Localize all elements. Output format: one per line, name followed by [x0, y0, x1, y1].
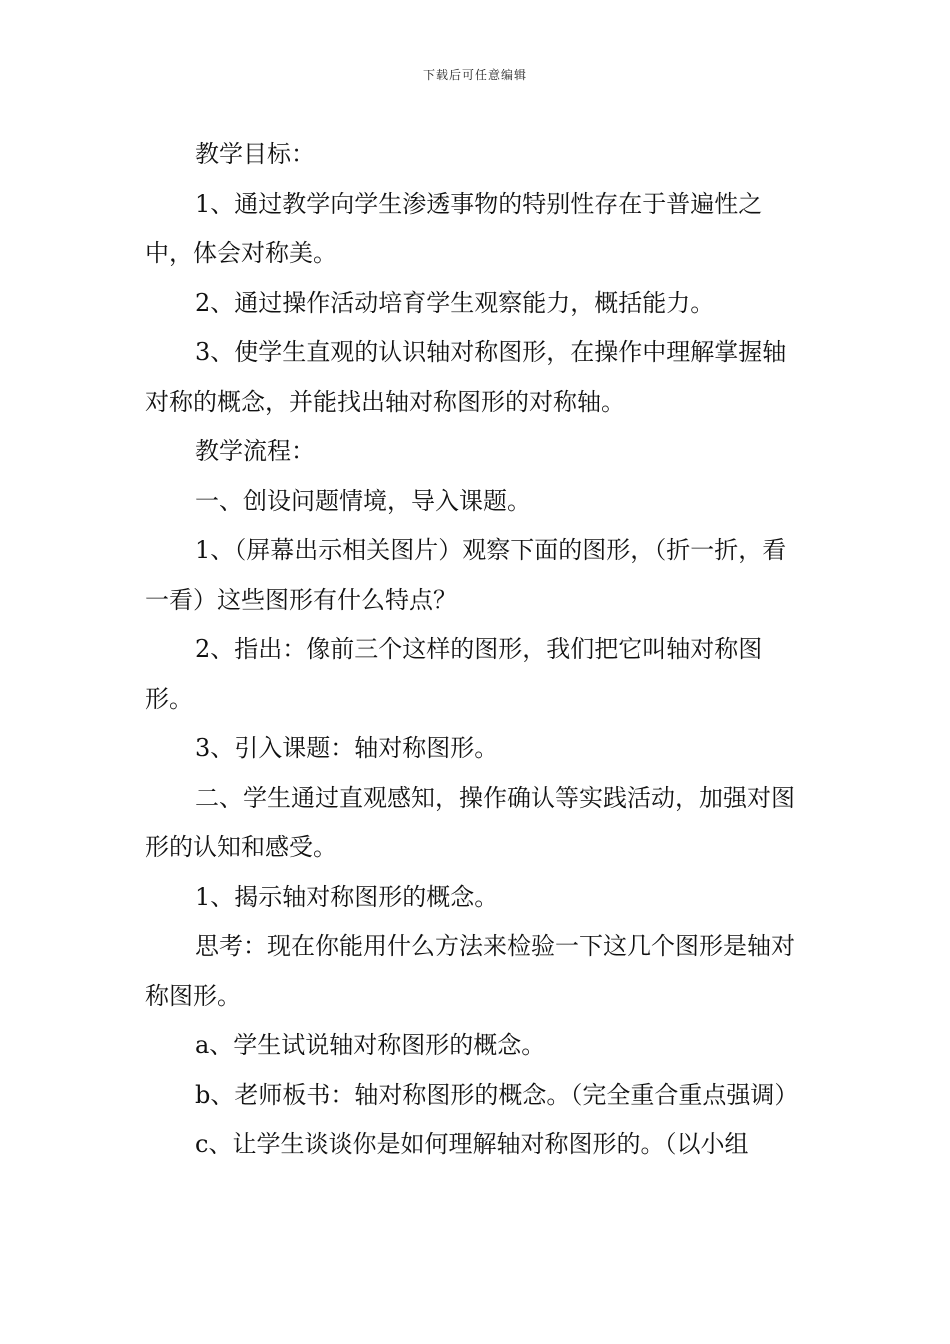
- heading-teaching-process: 教学流程：: [195, 437, 315, 465]
- section-1-title: 一、创设问题情境，导入课题。: [195, 486, 531, 515]
- section-2-item-c: c、让学生谈谈你是如何理解轴对称图形的。（以小组: [195, 1130, 749, 1158]
- section-1-step-1: 1、（屏幕出示相关图片）观察下面的图形，（折一折，看一看）这些图形有什么特点？: [145, 536, 787, 614]
- goal-1: 1、通过教学向学生渗透事物的特别性存在于普遍性之中，体会对称美。: [145, 189, 763, 267]
- section-2-item-a: a、学生试说轴对称图形的概念。: [195, 1031, 546, 1059]
- document-body: [145, 130, 810, 1170]
- section-2-title: 二、学生通过直观感知，操作确认等实践活动，加强对图形的认知和感受。: [145, 783, 795, 861]
- goal-2: 2、通过操作活动培育学生观察能力，概括能力。: [195, 288, 715, 317]
- section-1-step-2: 2、指出：像前三个这样的图形，我们把它叫轴对称图形。: [145, 635, 763, 713]
- section-2-item-b: b、老师板书：轴对称图形的概念。（完全重合重点强调）: [195, 1080, 799, 1109]
- section-2-step-1: 1、揭示轴对称图形的概念。: [195, 882, 499, 911]
- page-header-note: 下载后可任意编辑: [422, 68, 527, 82]
- section-2-think: 思考：现在你能用什么方法来检验一下这几个图形是轴对称图形。: [145, 932, 795, 1010]
- heading-teaching-goals: 教学目标：: [195, 140, 315, 168]
- goal-3: 3、使学生直观的认识轴对称图形，在操作中理解掌握轴对称的概念，并能找出轴对称图形的对称轴。: [145, 338, 787, 416]
- section-1-step-3: 3、引入课题：轴对称图形。: [195, 734, 499, 762]
